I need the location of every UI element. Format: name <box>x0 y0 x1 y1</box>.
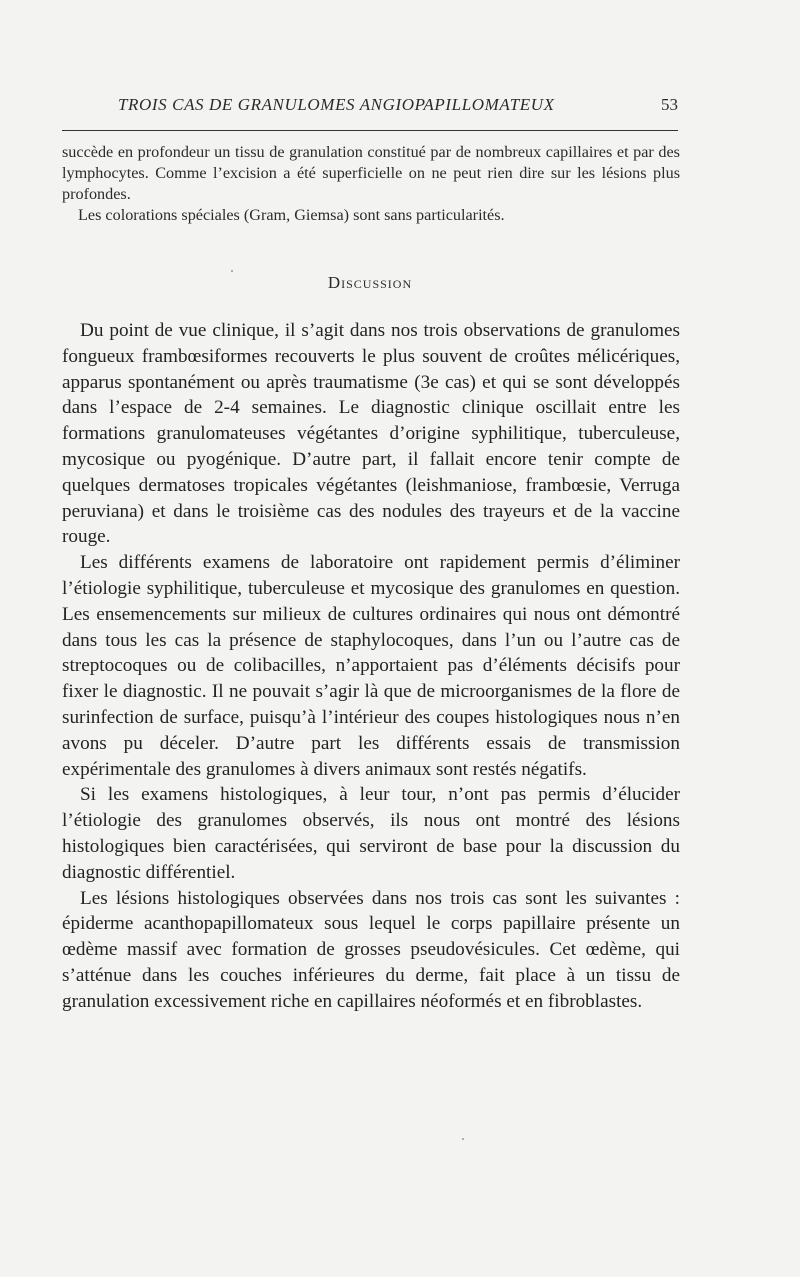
body-paragraph: Du point de vue clinique, il s’agit dans nos trois observations de granulomes fongueux frambœsiformes recouverts le plus souvent de croûtes mélicériques, apparus spontanément ou après traumatisme (3e cas) et qui se sont développés dans l’espace de 2-4 semaines. Le diagnostic clinique oscillait entre les formations granulomateuses végétantes d’origine syphilitique, tuberculeuse, mycosique ou pyogénique. D’autre part, il fallait encore tenir compte de quelques dermatoses tropicales végétantes (leishmaniose, frambœsie, Verruga peruviana) et dans le troisième cas des nodules des trayeurs et de la vaccine rouge. <box>62 320 680 548</box>
body-paragraph: Les différents examens de laboratoire ont rapidement permis d’éliminer l’étiologie syphilitique, tuberculeuse et mycosique des granulomes en question. Les ensemencements sur milieux de cultures ordinaires qui nous ont démontré dans tous les cas la présence de staphylocoques, dans l’un ou l’autre cas de streptocoques ou de colibacilles, n’apportaient pas d’éléments décisifs pour fixer le diagnostic. Il ne pouvait s’agir là que de microorganismes de la flore de surinfection de surface, puisqu’à l’intérieur des coupes histologiques nous n’en avons pu déceler. D’autre part les différents essais de transmission expérimentale des granulomes à divers animaux sont restés négatifs. <box>62 552 680 780</box>
intro-paragraph: succède en profondeur un tissu de granulation constitué par de nombreux capillaires et par des lymphocytes. Comme l’excision a été superficielle on ne peut rien dire sur les lésions plus profondes. <box>62 143 680 203</box>
section-title: Discussion <box>327 273 413 292</box>
discussion-text-block <box>62 318 680 1015</box>
body-paragraph: Les lésions histologiques observées dans nos trois cas sont les suivantes : épiderme acanthopapillomateux sous lequel le corps papillaire présente un œdème massif avec formation de grosses pseudovésicules. Cet œdème, qui s’atténue dans les couches inférieures du derme, fait place à un tissu de granulation excessivement riche en capillaires néoformés et en fibroblastes. <box>62 887 680 1012</box>
running-title: TROIS CAS DE GRANULOMES ANGIOPAPILLOMATEUX <box>118 95 555 114</box>
header-rule <box>62 130 678 131</box>
body-paragraph: Si les examens histologiques, à leur tour, n’ont pas permis d’élucider l’étiologie des granulomes observés, ils nous ont montré des lésions histologiques bien caractérisées, qui serviront de base pour la discussion du diagnostic différentiel. <box>62 784 680 883</box>
running-header <box>62 95 678 121</box>
intro-paragraph: Les colorations spéciales (Gram, Giemsa) sont sans particularités. <box>78 206 505 224</box>
paper-speck <box>231 270 233 272</box>
paper-speck <box>462 1138 464 1140</box>
page-number: 53 <box>661 95 678 114</box>
intro-text-block <box>62 142 680 226</box>
